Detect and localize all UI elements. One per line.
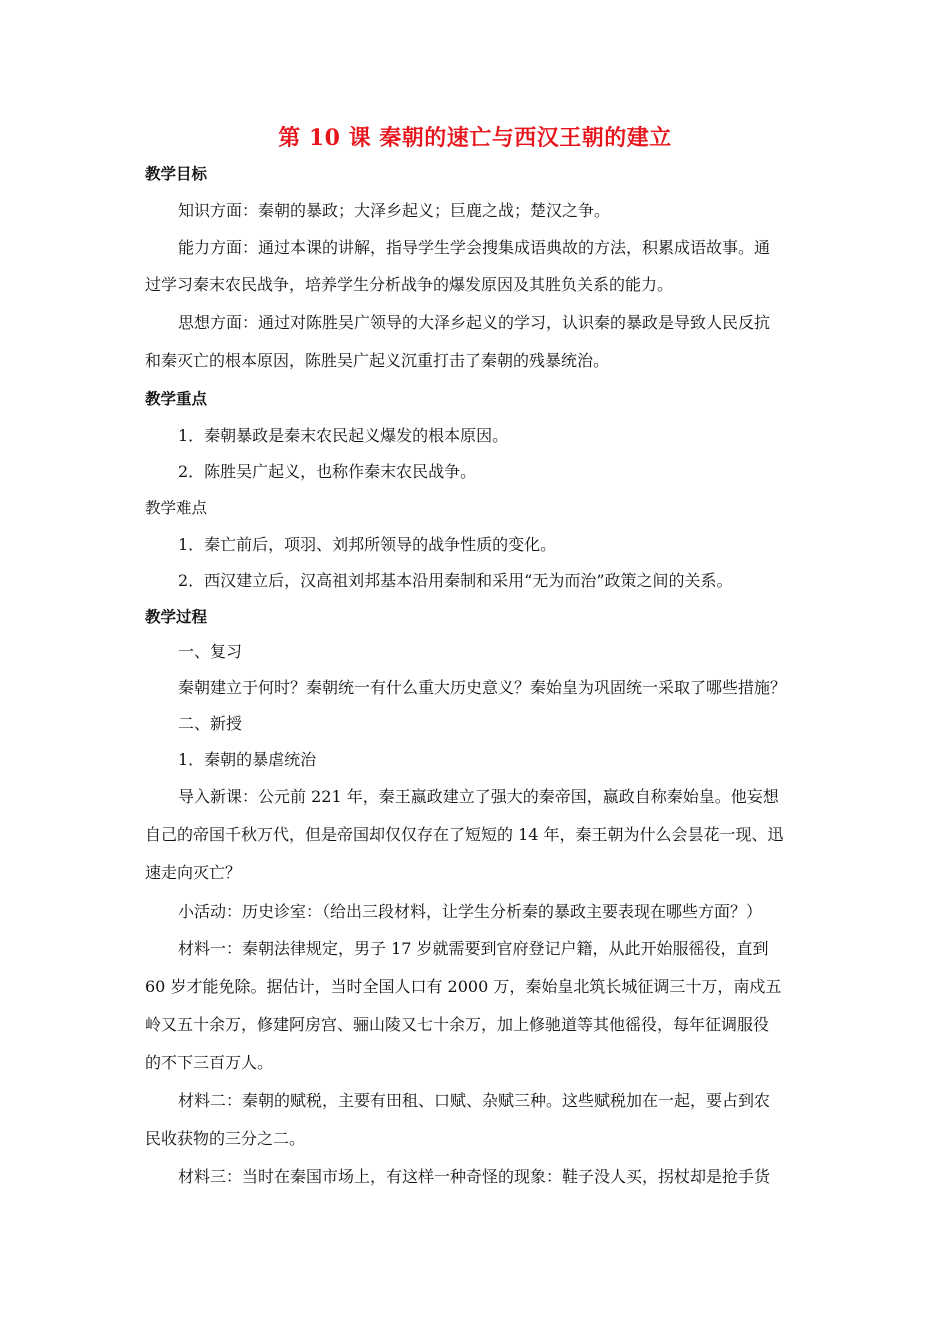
process-line: 材料一：秦朝法律规定，男子 17 岁就需要到官府登记户籍，从此开始服徭役，直到: [178, 939, 769, 958]
difficulty-item: 2．西汉建立后，汉高祖刘邦基本沿用秦制和采用“无为而治”政策之间的关系。: [178, 571, 733, 590]
process-line: 二、新授: [178, 714, 243, 733]
focus-heading: 教学重点: [145, 390, 208, 408]
difficulty-heading: 教学难点: [145, 499, 208, 517]
process-line: 速走向灭亡？: [145, 863, 242, 882]
goals-line: 思想方面：通过对陈胜吴广领导的大泽乡起义的学习，认识秦的暴政是导致人民反抗: [178, 313, 771, 332]
process-line: 民收获物的三分之二。: [145, 1129, 306, 1148]
process-line: 秦朝建立于何时？秦朝统一有什么重大历史意义？秦始皇为巩固统一采取了哪些措施？: [178, 678, 787, 697]
focus-item: 2．陈胜吴广起义，也称作秦末农民战争。: [178, 462, 477, 481]
process-line: 小活动：历史诊室：（给出三段材料，让学生分析秦的暴政主要表现在哪些方面？）: [178, 902, 763, 921]
lesson-title: 第 10 课 秦朝的速亡与西汉王朝的建立: [278, 125, 672, 151]
goals-heading: 教学目标: [145, 165, 208, 183]
process-line: 导入新课：公元前 221 年，秦王嬴政建立了强大的秦帝国，嬴政自称秦始皇。他妄想: [178, 787, 779, 806]
process-line: 材料二：秦朝的赋税，主要有田租、口赋、杂赋三种。这些赋税加在一起，要占到农: [178, 1091, 771, 1110]
goals-line: 能力方面：通过本课的讲解，指导学生学会搜集成语典故的方法，积累成语故事。通: [178, 238, 771, 257]
process-line: 60 岁才能免除。据估计，当时全国人口有 2000 万，秦始皇北筑长城征调三十万，南戍五: [145, 977, 782, 996]
goals-line: 过学习秦末农民战争，培养学生分析战争的爆发原因及其胜负关系的能力。: [145, 275, 674, 294]
process-line: 岭又五十余万，修建阿房宫、骊山陵又七十余万，加上修驰道等其他徭役，每年征调服役: [145, 1015, 770, 1034]
process-line: 的不下三百万人。: [145, 1053, 274, 1072]
process-line: 1．秦朝的暴虐统治: [178, 750, 317, 769]
focus-item: 1．秦朝暴政是秦末农民起义爆发的根本原因。: [178, 426, 509, 445]
difficulty-item: 1．秦亡前后，项羽、刘邦所领导的战争性质的变化。: [178, 535, 557, 554]
process-line: 一、复习: [178, 642, 243, 661]
process-line: 材料三：当时在秦国市场上，有这样一种奇怪的现象：鞋子没人买，拐杖却是抢手货: [178, 1167, 771, 1186]
process-line: 自己的帝国千秋万代，但是帝国却仅仅存在了短短的 14 年，秦王朝为什么会昙花一现、迅: [145, 825, 784, 844]
goals-line: 知识方面：秦朝的暴政；大泽乡起义；巨鹿之战；楚汉之争。: [178, 201, 611, 220]
goals-line: 和秦灭亡的根本原因，陈胜吴广起义沉重打击了秦朝的残暴统治。: [145, 351, 610, 370]
process-heading: 教学过程: [145, 608, 208, 626]
